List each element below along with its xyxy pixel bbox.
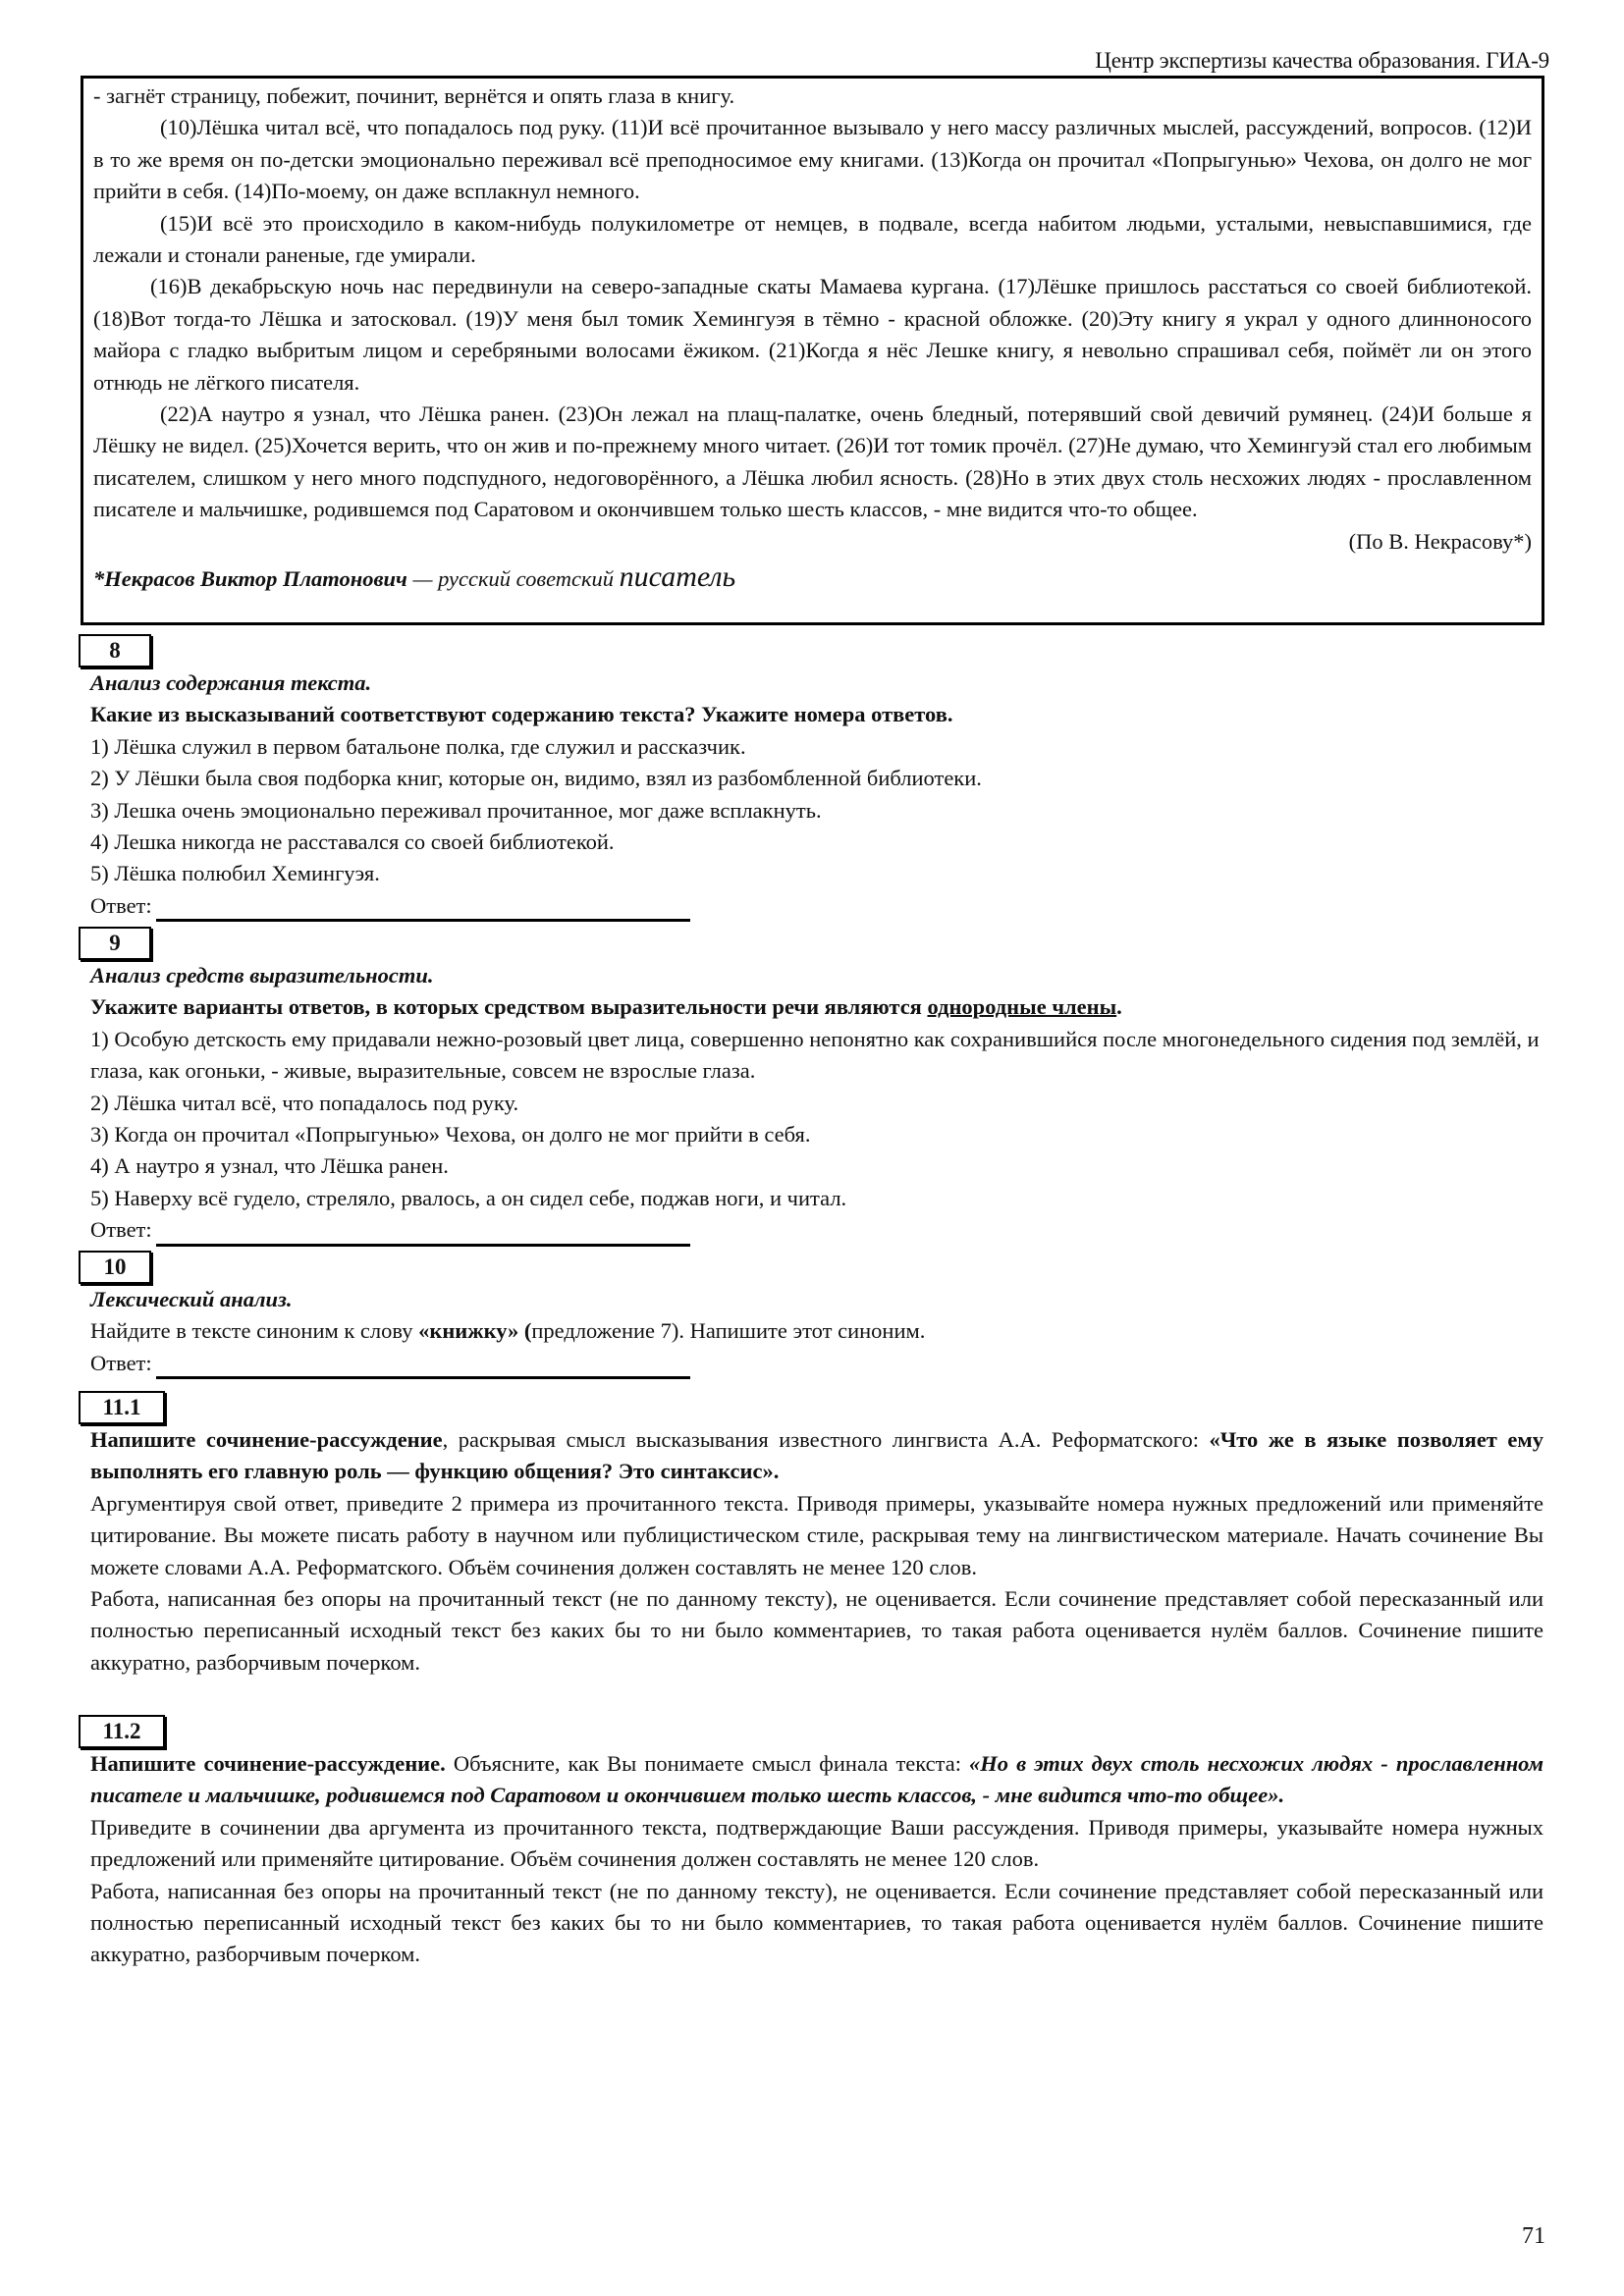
answer-field[interactable] xyxy=(156,1353,690,1379)
question-underlined-term: однородные члены xyxy=(927,994,1117,1020)
question-text: Укажите варианты ответов, в которых средством выразительности речи являются xyxy=(90,994,928,1020)
text-attribution: (По В. Некрасову*) xyxy=(1348,528,1532,554)
answer-option: 3) Когда он прочитал «Попрыгунью» Чехова, он долго не мог прийти в себя. xyxy=(90,1122,811,1148)
answer-option: 3) Лешка очень эмоционально переживал прочитанное, мог даже всплакнуть. xyxy=(90,797,822,823)
answer-option: 1) Лёшка служил в первом батальоне полка, где служил и рассказчик. xyxy=(90,733,746,759)
task-section-title: Лексический анализ. xyxy=(90,1287,293,1311)
task-question xyxy=(90,991,1543,1023)
prompt-text: Объясните, как Вы понимаете смысл финала текста: xyxy=(445,1751,970,1776)
task-section-title: Анализ содержания текста. xyxy=(90,670,372,695)
answer-option: 5) Лёшка полюбил Хемингуэя. xyxy=(90,861,380,886)
answer-option: 4) А наутро я узнал, что Лёшка ранен. xyxy=(90,1153,449,1179)
answer-field[interactable] xyxy=(156,895,690,922)
prompt-text: , раскрывая смысл высказывания известного лингвиста А.А. Реформатского: xyxy=(442,1427,1210,1452)
page-header: Центр экспертизы качества образования. ГИА-9 xyxy=(1095,48,1549,73)
answer-option: 5) Наверху всё гудело, стреляло, рвалось, а он сидел себе, поджав ноги, и читал. xyxy=(90,1185,847,1210)
answer-row xyxy=(90,1214,1543,1246)
answer-label: Ответ: xyxy=(90,1350,152,1375)
task-instructions: Аргументируя свой ответ, приведите 2 примера из прочитанного текста. Приводя примеры, указывайте номера нужных предложений или применяйте цитирование. Вы можете писать работу в научном или публицистическом стиле, раскрывая тему на лингвистическом материале. Начать сочинение Вы можете словами А.А. Реформатского. Объём сочинения должен составлять не менее 120 слов. xyxy=(90,1490,1543,1579)
answer-field[interactable] xyxy=(156,1220,690,1247)
question-text-end: предложение 7). Напишите этот синоним. xyxy=(531,1318,926,1344)
answer-option: 2) Лёшка читал всё, что попадалось под руку. xyxy=(90,1090,519,1115)
task-number-badge: 8 xyxy=(79,634,151,667)
task-11-1 xyxy=(90,1391,1543,1679)
footnote-last-word: писатель xyxy=(619,561,736,594)
source-text-box xyxy=(81,76,1544,625)
text-paragraph: - загнёт страницу, побежит, починит, вернётся и опять глаза в книгу. xyxy=(93,83,735,108)
task-section-title: Анализ средств выразительности. xyxy=(90,963,434,988)
author-footnote xyxy=(93,561,1532,595)
prompt-lead: Напишите сочинение-рассуждение. xyxy=(90,1751,446,1776)
task-9 xyxy=(90,927,1543,1247)
answer-row xyxy=(90,1348,1543,1379)
prompt-lead: Напишите сочинение-рассуждение xyxy=(90,1427,443,1452)
task-11-2 xyxy=(90,1715,1543,1971)
text-paragraph: (10)Лёшка читал всё, что попадалось под руку. (11)И всё прочитанное вызывало у него массу различных мыслей, рассуждений, вопросов. (12)И в то же время он по-детски эмоционально переживал всё преподносимое ему книгами. (13)Когда он прочитал «Попрыгунью» Чехова, он долго не мог прийти в себя. (14)По-моему, он даже всплакнул немного. xyxy=(93,115,1532,204)
text-paragraph: (22)А наутро я узнал, что Лёшка ранен. (23)Он лежал на плащ-палатке, очень бледный, потерявший свой девичий румянец. (24)И больше я Лёшку не видел. (25)Хочется верить, что он жив и по-прежнему много читает. (26)И тот томик прочёл. (27)Не думаю, что Хемингуэй стал его любимым писателем, слишком у него много подспудного, недоговорённого, а Лёшка любил ясность. (28)Но в этих двух столь несхожих людях - прославленном писателе и мальчишке, родившемся под Саратовом и окончившем только шесть классов, - мне видится что-то общее. xyxy=(93,401,1532,522)
answer-label: Ответ: xyxy=(90,1217,152,1243)
task-grading-note: Работа, написанная без опоры на прочитанный текст (не по данному тексту), не оценивается. Если сочинение представляет собой пересказанный или полностью переписанный исходный текст без каких бы то ни было комментариев, то такая работа оценивается нулём баллов. Сочинение пишите аккуратно, разборчивым почерком. xyxy=(90,1586,1543,1675)
task-instructions: Приведите в сочинении два аргумента из прочитанного текста, подтверждающие Ваши рассуждения. Приводя примеры, указывайте номера нужных предложений или применяйте цитирование. Объём сочинения должен составлять не менее 120 слов. xyxy=(90,1814,1543,1872)
prompt-quote: «Что же в языке позволяет ему выполнять его главную роль — функцию общения? Это синтаксис». xyxy=(90,1427,1543,1484)
task-grading-note: Работа, написанная без опоры на прочитанный текст (не по данному тексту), не оценивается. Если сочинение представляет собой пересказанный или полностью переписанный исходный текст без каких бы то ни было комментариев, то такая работа оценивается нулём баллов. Сочинение пишите аккуратно, разборчивым почерком. xyxy=(90,1878,1543,1967)
answer-row xyxy=(90,890,1543,922)
task-question xyxy=(90,1315,1543,1347)
question-end: . xyxy=(1116,994,1122,1020)
answer-option: 1) Особую детскость ему придавали нежно-розовый цвет лица, совершенно непонятно как сохранившийся после многонедельного сидения под землёй, и глаза, как огоньки, - живые, выразительные, совсем не взрослые глаза. xyxy=(90,1026,1540,1084)
task-8 xyxy=(90,634,1543,922)
task-prompt xyxy=(90,1748,1543,1812)
footnote-name: *Некрасов Виктор Платонович xyxy=(93,566,407,592)
task-10 xyxy=(90,1251,1543,1379)
text-paragraph: (15)И всё это происходило в каком-нибудь полукилометре от немцев, в подвале, всегда набитом людьми, усталыми, невыспавшимися, где лежали и стонали раненые, где умирали. xyxy=(93,210,1532,268)
prompt-quote: «Но в этих двух столь несхожих людях - прославленном писателе и мальчишке, родившемся под Саратовом и окончившем только шесть классов, - мне видится что-то общее». xyxy=(90,1751,1543,1808)
task-question: Какие из высказываний соответствуют содержанию текста? Укажите номера ответов. xyxy=(90,702,953,727)
task-number-badge: 10 xyxy=(79,1251,151,1284)
question-text: Найдите в тексте синоним к слову xyxy=(90,1318,419,1344)
task-number-badge: 9 xyxy=(79,927,151,960)
answer-option: 4) Лешка никогда не расставался со своей библиотекой. xyxy=(90,829,615,855)
task-number-badge: 11.1 xyxy=(79,1391,165,1424)
page-number: 71 xyxy=(1522,2223,1545,2249)
answer-label: Ответ: xyxy=(90,892,152,918)
answer-option: 2) У Лёшки была своя подборка книг, которые он, видимо, взял из разбомбленной библиотеки. xyxy=(90,766,982,791)
text-paragraph: (16)В декабрьскую ночь нас передвинули на северо-западные скаты Мамаева кургана. (17)Лёшке пришлось расстаться со своей библиотекой. (18)Вот тогда-то Лёшка и затосковал. (19)У меня был томик Хемингуэя в тёмно - красной обложке. (20)Эту книгу я украл у одного длинноносого майора с гладко выбритым лицом и серебряными волосами ёжиком. (21)Когда я нёс Лешке книгу, я невольно спрашивал себя, поймёт ли он этого отнюдь не лёгкого писателя. xyxy=(93,274,1532,395)
footnote-tail: — русский советский xyxy=(406,566,620,592)
task-number-badge: 11.2 xyxy=(79,1715,165,1748)
task-prompt xyxy=(90,1424,1543,1488)
question-keyword: «книжку» ( xyxy=(418,1318,532,1344)
